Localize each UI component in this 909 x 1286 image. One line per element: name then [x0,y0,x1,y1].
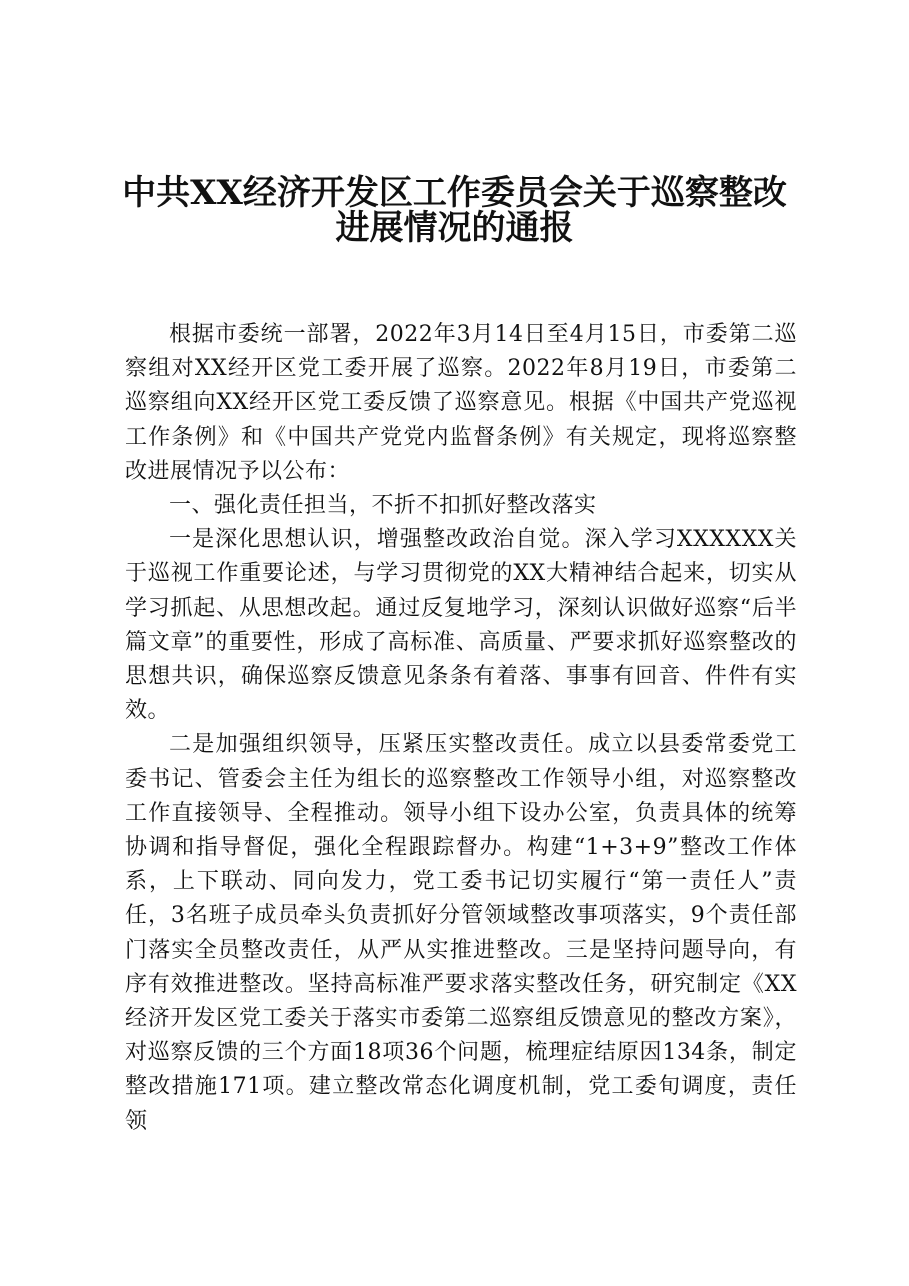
paragraph-point-2-3: 二是加强组织领导，压紧压实整改责任。成立以县委常委党工委书记、管委会主任为组长的巡察整改工作领导小组，对巡察整改工作直接领导、全程推动。领导小组下设办公室，负责具体的统筹协调和指导督促，强化全程跟踪督办。构建“1+3+9”整改工作体系，上下联动、同向发力，党工委书记切实履行“第一责任人”责任，3名班子成员牵头负责抓好分管领域整改事项落实，9个责任部门落实全员整改责任，从严从实推进整改。三是坚持问题导向，有序有效推进整改。坚持高标准严要求落实整改任务，研究制定《XX经济开发区党工委关于落实市委第二巡察组反馈意见的整改方案》，对巡察反馈的三个方面18项36个问题，梳理症结原因134条，制定整改措施171项。建立整改常态化调度机制，党工委旬调度，责任领 [125,732,797,1134]
document-title-line-1: 中共XX经济开发区工作委员会关于巡察整改 [122,173,787,213]
section-heading-1: 一、强化责任担当，不折不扣抓好整改落实 [169,493,597,519]
paragraph-intro: 根据市委统一部署，2022年3月14日至4月15日，市委第二巡察组对XX经开区党工委开展了巡察。2022年8月19日，市委第二巡察组向XX经开区党工委反馈了巡察意见。根据《中国共产党巡视工作条例》和《中国共产党党内监督条例》有关规定，现将巡察整改进展情况予以公布： [125,322,797,484]
paragraph-point-1: 一是深化思想认识，增强整改政治自觉。深入学习XXXXXX关于巡视工作重要论述，与学习贯彻党的XX大精神结合起来，切实从学习抓起、从思想改起。通过反复地学习，深刻认识做好巡察“后半篇文章”的重要性，形成了高标准、高质量、严要求抓好巡察整改的思想共识，确保巡察反馈意见条条有着落、事事有回音、件件有实效。 [125,527,797,724]
document-title-line-2: 进展情况的通报 [335,208,574,248]
document-body [125,318,797,1139]
